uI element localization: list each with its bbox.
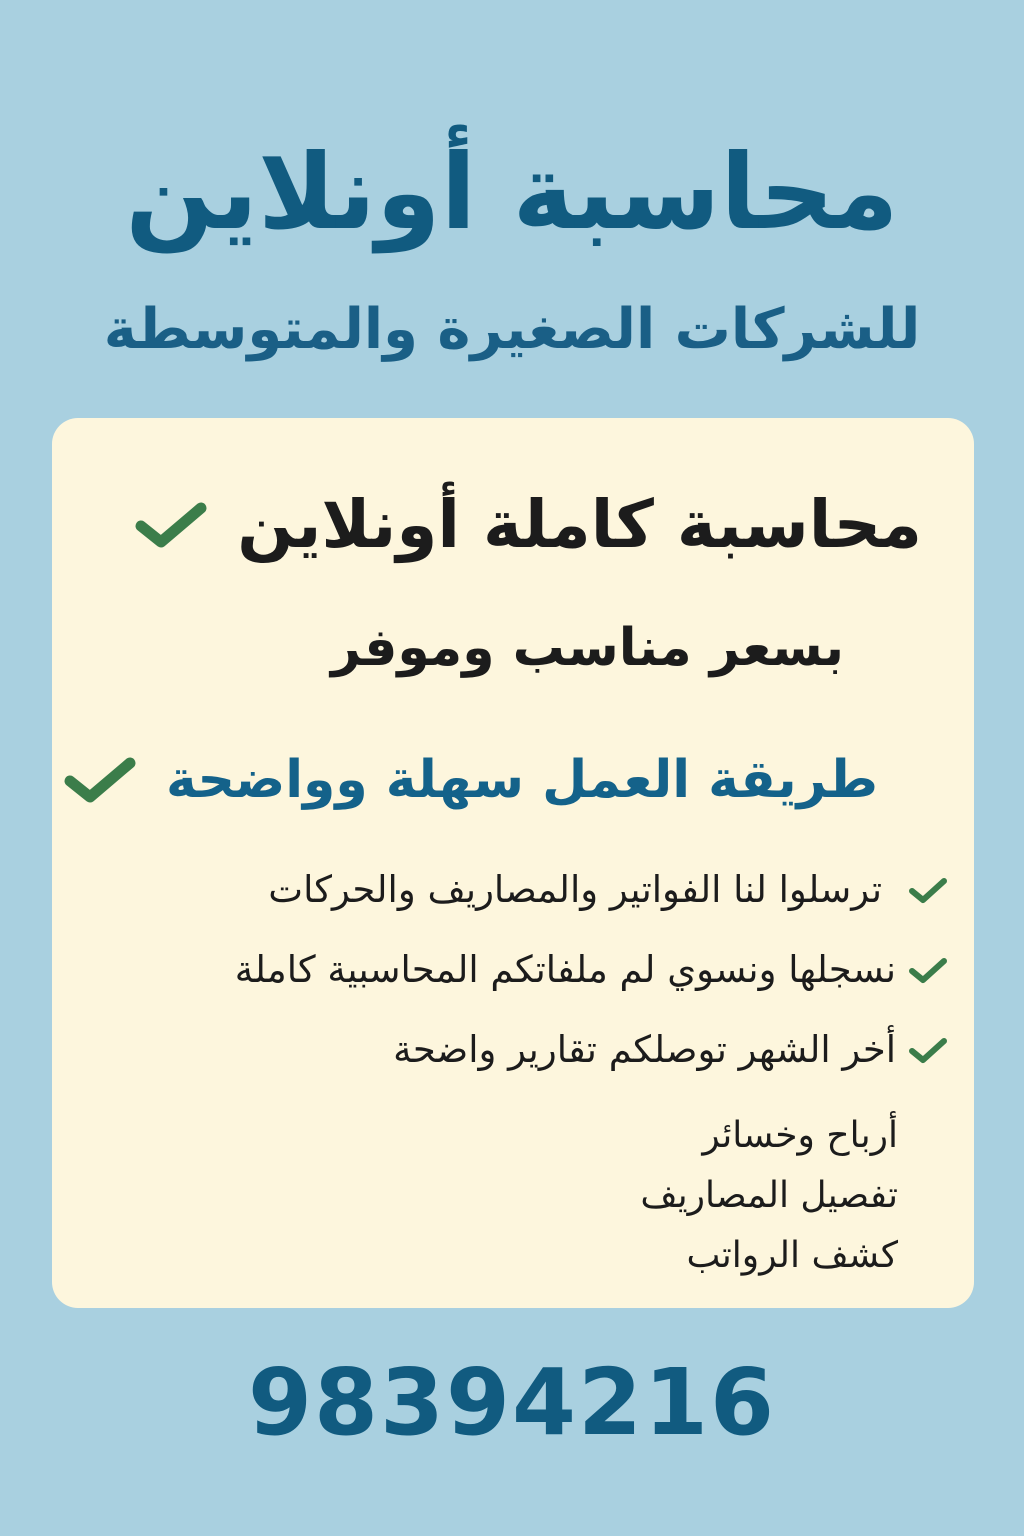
workflow-heading-row [52, 750, 878, 810]
subtitle: للشركات الصغيرة والمتوسطة [103, 297, 921, 362]
check-icon [908, 1036, 948, 1064]
check-icon [64, 755, 136, 805]
step-text: أخر الشهر توصلكم تقارير واضحة [393, 1028, 896, 1071]
headline: محاسبة كاملة أونلاين [237, 486, 922, 563]
report-item: أرباح وخسائر [702, 1115, 898, 1156]
step-item [52, 948, 948, 991]
check-icon [135, 500, 207, 550]
main-title: محاسبة أونلاين [125, 131, 899, 253]
step-text: نسجلها ونسوي لم ملفاتكم المحاسبية كاملة [234, 948, 896, 991]
report-item: تفصيل المصاريف [640, 1175, 898, 1216]
step-text: ترسلوا لنا الفواتير والمصاريف والحركات [268, 868, 882, 911]
info-card [52, 418, 974, 1308]
headline-row [52, 486, 922, 563]
tagline: بسعر مناسب وموفر [331, 618, 844, 678]
step-item [52, 1028, 948, 1071]
report-item: كشف الرواتب [686, 1235, 898, 1276]
check-icon [908, 876, 948, 904]
report-list [640, 1106, 898, 1286]
workflow-heading: طريقة العمل سهلة وواضحة [165, 750, 878, 810]
step-item [52, 868, 948, 911]
phone-number: 98394216 [247, 1349, 777, 1456]
check-icon [908, 956, 948, 984]
